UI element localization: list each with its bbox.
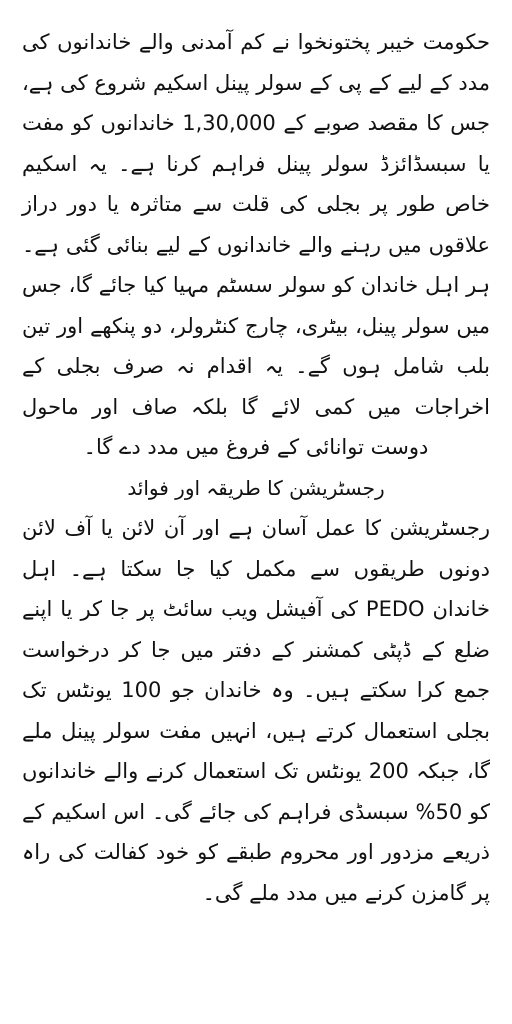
registration-paragraph: رجسٹریشن کا عمل آسان ہے اور آن لائن یا آف لائن دونوں طریقوں سے مکمل کیا جا سکتا ہے۔ اہل خاندان PEDO کی آفیشل ویب سائٹ پر جا کر یا اپنے ضلع کے ڈپٹی کمشنر کے دفتر میں جا کر درخواست جمع کرا سکتے ہیں۔ وہ خاندان جو 100 یونٹس تک بجلی استعمال کرتے ہیں، انہیں مفت سولر پینل ملے گا، جبکہ 200 یونٹس تک استعمال کرنے والے خاندانوں کو 50% سبسڈی فراہم کی جائے گی۔ اس اسکیم کے ذریعے مزدور اور محروم طبقے کو خود کفالت کی راہ پر گامزن کرنے میں مدد ملے گی۔ — [22, 516, 491, 905]
section-heading: رجسٹریشن کا طریقہ اور فوائد — [127, 475, 385, 500]
intro-paragraph: حکومت خیبر پختونخوا نے کم آمدنی والے خاندانوں کی مدد کے لیے کے پی کے سولر پینل اسکیم شروع کی ہے، جس کا مقصد صوبے کے 1,30,000 خاندانوں کو مفت یا سبسڈائزڈ سولر پینل فراہم کرنا ہے۔ یہ اسکیم خاص طور پر بجلی کی قلت سے متاثرہ یا دور دراز علاقوں میں رہنے والے خاندانوں کے لیے بنائی گئی ہے۔ ہر اہل خاندان کو سولر سسٹم مہیا کیا جائے گا، جس میں سولر پینل، بیٹری، چارج کنٹرولر، دو پنکھے اور تین بلب شامل ہوں گے۔ یہ اقدام نہ صرف بجلی کے اخراجات میں کمی لائے گا بلکہ صاف اور ماحول دوست توانائی کے فروغ میں مدد دے گا۔ — [22, 30, 491, 459]
